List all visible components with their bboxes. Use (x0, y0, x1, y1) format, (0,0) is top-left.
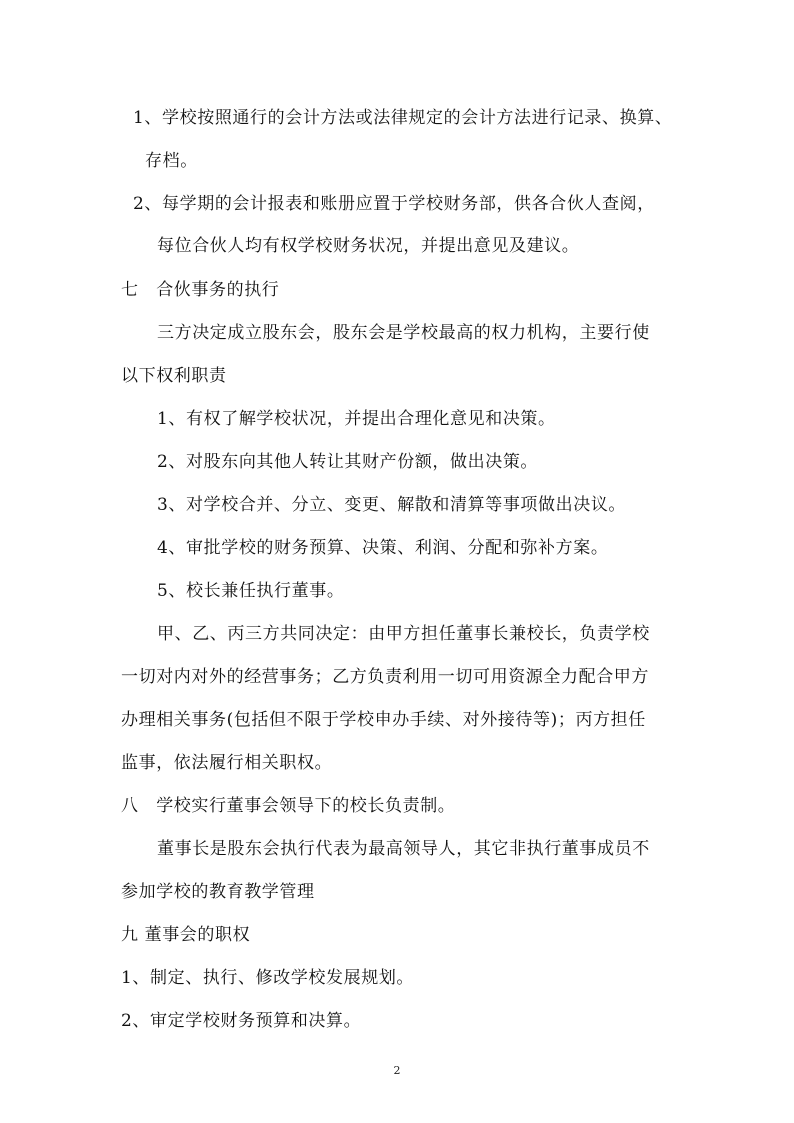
page-number: 2 (393, 1064, 401, 1077)
paragraph-line-4: 每位合伙人均有权学校财务状况，并提出意见及建议。 (157, 236, 580, 256)
list-item-3: 3、对学校合并、分立、变更、解散和清算等事项做出决议。 (157, 495, 627, 515)
section-heading-8: 八 学校实行董事会领导下的校长负责制。 (121, 796, 456, 816)
section-heading-7: 七 合伙事务的执行 (121, 280, 280, 300)
list-item-7: 2、审定学校财务预算和决算。 (121, 1011, 362, 1031)
list-item-2: 2、对股东向其他人转让其财产份额，做出决策。 (157, 452, 539, 472)
paragraph-line-3: 2、每学期的会计报表和账册应置于学校财务部，供各合伙人查阅， (133, 194, 655, 214)
list-item-1: 1、有权了解学校状况，并提出合理化意见和决策。 (157, 409, 556, 429)
list-item-5: 5、校长兼任执行董事。 (157, 581, 345, 601)
paragraph-line-9: 办理相关事务(包括但不限于学校申办手续、对外接待等)；丙方担任 (121, 710, 646, 730)
paragraph-line-11: 董事长是股东会执行代表为最高领导人，其它非执行董事成员不 (157, 839, 650, 859)
list-item-6: 1、制定、执行、修改学校发展规划。 (121, 968, 415, 988)
paragraph-line-1: 1、学校按照通行的会计方法或法律规定的会计方法进行记录、换算、 (133, 108, 673, 128)
paragraph-line-12: 参加学校的教育教学管理 (121, 882, 315, 902)
paragraph-line-10: 监事，依法履行相关职权。 (121, 753, 333, 773)
paragraph-line-6: 以下权利职责 (121, 366, 227, 386)
section-heading-9: 九 董事会的职权 (121, 925, 251, 945)
paragraph-line-2: 存档。 (145, 151, 198, 171)
list-item-4: 4、审批学校的财务预算、决策、利润、分配和弥补方案。 (157, 538, 609, 558)
paragraph-line-7: 甲、乙、丙三方共同决定：由甲方担任董事长兼校长，负责学校 (157, 624, 650, 644)
paragraph-line-8: 一切对内对外的经营事务；乙方负责利用一切可用资源全力配合甲方 (121, 667, 649, 687)
paragraph-line-5: 三方决定成立股东会，股东会是学校最高的权力机构，主要行使 (157, 323, 650, 343)
